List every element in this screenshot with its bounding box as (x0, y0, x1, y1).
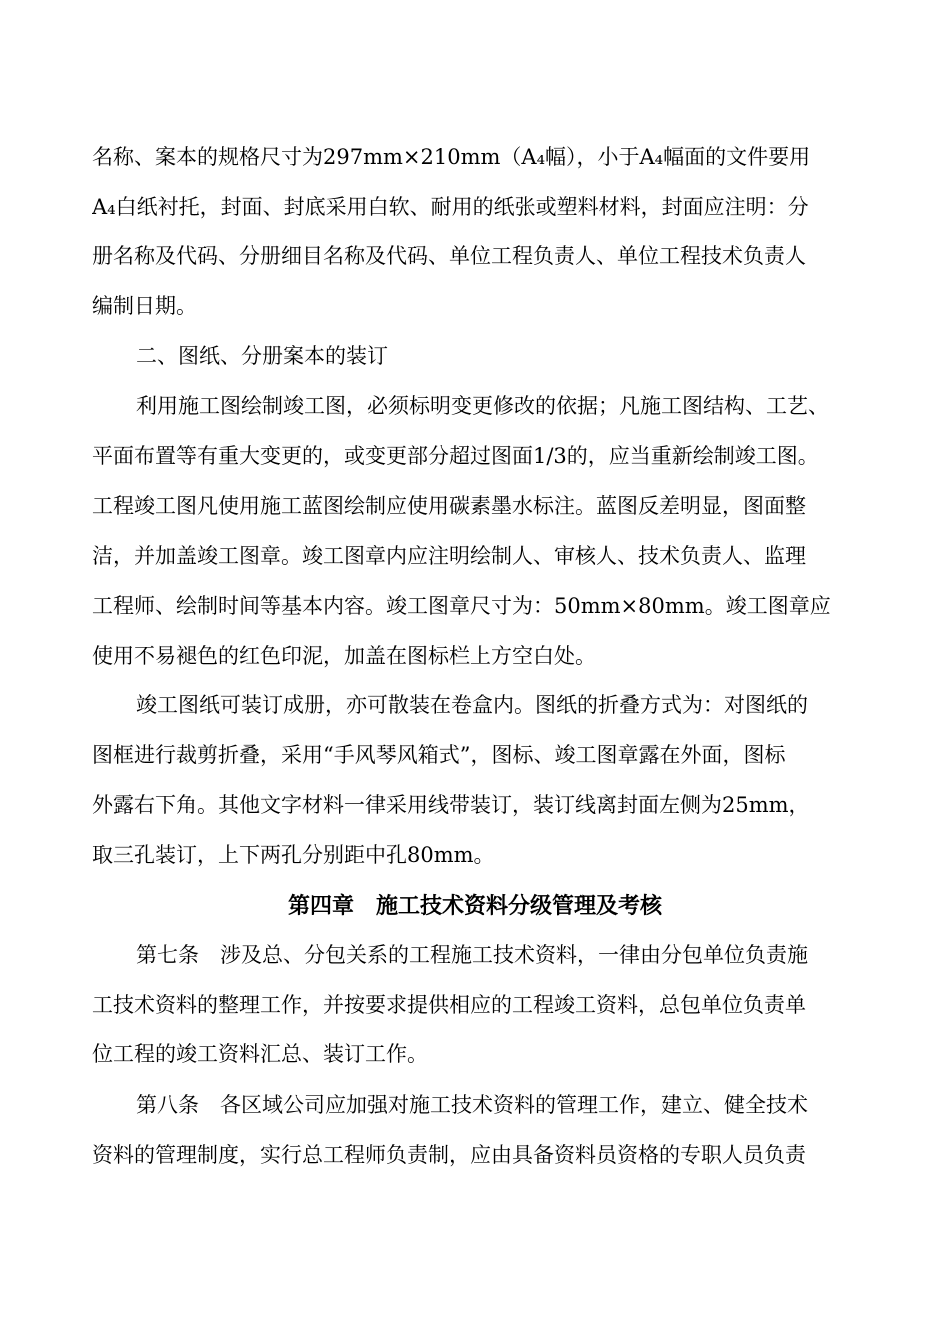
paragraph-line: 资料的管理制度，实行总工程师负责制，应由具备资料员资格的专职人员负责 (92, 1143, 806, 1167)
paragraph-line: 第八条 各区域公司应加强对施工技术资料的管理工作，建立、健全技术 (136, 1093, 808, 1117)
paragraph-line: 名称、案本的规格尺寸为297mm×210mm（A₄幅），小于A₄幅面的文件要用 (92, 145, 811, 169)
paragraph-line: 使用不易褪色的红色印泥，加盖在图标栏上方空白处。 (92, 644, 596, 668)
paragraph-line: 工程师、绘制时间等基本内容。竣工图章尺寸为：50mm×80mm。竣工图章应 (92, 594, 831, 618)
paragraph-line: 取三孔装订，上下两孔分别距中孔80mm。 (92, 843, 495, 867)
paragraph-line: 册名称及代码、分册细目名称及代码、单位工程负责人、单位工程技术负责人 (92, 244, 806, 268)
paragraph-line: 外露右下角。其他文字材料一律采用线带装订，装订线离封面左侧为25mm， (92, 793, 810, 817)
section-heading: 二、图纸、分册案本的装订 (136, 344, 388, 368)
paragraph-line: 利用施工图绘制竣工图，必须标明变更修改的依据；凡施工图结构、工艺、 (136, 394, 829, 418)
paragraph-line: 位工程的竣工资料汇总、装订工作。 (92, 1042, 428, 1066)
paragraph-line: 洁，并加盖竣工图章。竣工图章内应注明绘制人、审核人、技术负责人、监理 (92, 544, 806, 568)
paragraph-line: 平面布置等有重大变更的，或变更部分超过图面1/3的，应当重新绘制竣工图。 (92, 444, 819, 468)
paragraph-line: 工程竣工图凡使用施工蓝图绘制应使用碳素墨水标注。蓝图反差明显，图面整 (92, 494, 806, 518)
paragraph-line: 编制日期。 (92, 294, 197, 318)
chapter-heading: 第四章 施工技术资料分级管理及考核 (287, 893, 662, 919)
paragraph-line: 第七条 涉及总、分包关系的工程施工技术资料，一律由分包单位负责施 (136, 943, 808, 967)
paragraph-line: A₄白纸衬托，封面、封底采用白软、耐用的纸张或塑料材料，封面应注明：分 (92, 195, 809, 219)
paragraph-line: 图框进行裁剪折叠，采用“手风琴风箱式”，图标、竣工图章露在外面，图标 (92, 743, 786, 767)
paragraph-line: 竣工图纸可装订成册，亦可散装在卷盒内。图纸的折叠方式为：对图纸的 (136, 693, 808, 717)
paragraph-line: 工技术资料的整理工作，并按要求提供相应的工程竣工资料，总包单位负责单 (92, 993, 806, 1017)
